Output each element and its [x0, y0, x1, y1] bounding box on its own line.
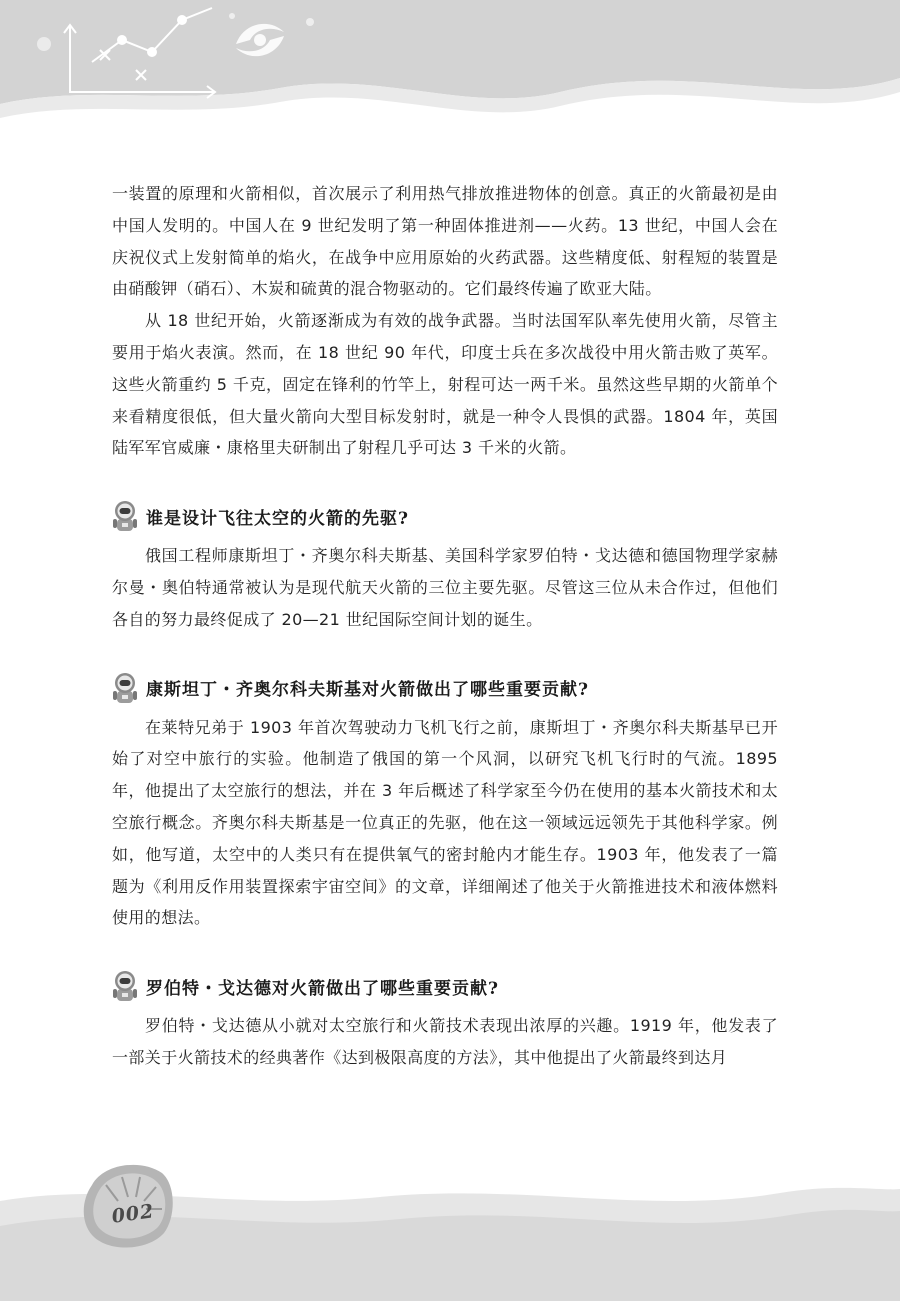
question-title: 康斯坦丁・齐奥尔科夫斯基对火箭做出了哪些重要贡献? [146, 680, 589, 701]
paragraph: 从 18 世纪开始，火箭逐渐成为有效的战争武器。当时法国军队率先使用火箭，尽管主要用于焰火表演。然而，在 18 世纪 90 年代，印度士兵在多次战役中用火箭击败了英军。这些火箭重约 5 千克，固定在锋利的竹竿上，射程可达一两千米。虽然这些早期的火箭单个来看精度很低，但大量火箭向大型目标发射时，就是一种令人畏惧的武器。1804 年，英国陆军军官威廉・康格里夫研制出了射程几乎可达 3 千米的火箭。 [112, 311, 778, 458]
header-decoration [0, 0, 900, 150]
question-heading [112, 494, 778, 538]
qa-section [112, 666, 778, 935]
question-title: 罗伯特・戈达德对火箭做出了哪些重要贡献? [146, 978, 499, 999]
question-heading [112, 666, 778, 710]
qa-section [112, 964, 778, 1074]
question-title: 谁是设计飞往太空的火箭的先驱? [146, 508, 409, 529]
article-body [112, 178, 778, 1074]
question-heading [112, 964, 778, 1008]
qa-section [112, 494, 778, 635]
paragraph: 俄国工程师康斯坦丁・齐奥尔科夫斯基、美国科学家罗伯特・戈达德和德国物理学家赫尔曼・奥伯特通常被认为是现代航天火箭的三位主要先驱。尽管这三位从未合作过，但他们各自的努力最终促成了 20—21 世纪国际空间计划的诞生。 [112, 546, 778, 629]
paragraph: 在莱特兄弟于 1903 年首次驾驶动力飞机飞行之前，康斯坦丁・齐奥尔科夫斯基早已开始了对空中旅行的实验。他制造了俄国的第一个风洞，以研究飞机飞行时的气流。1895 年，他提出了太空旅行的想法，并在 3 年后概述了科学家至今仍在使用的基本火箭技术和太空旅行概念。齐奥尔科夫斯基是一位真正的先驱，他在这一领域远远领先于其他科学家。例如，他写道，太空中的人类只有在提供氧气的密封舱内才能生存。1903 年，他发表了一篇题为《利用反作用装置探索宇宙空间》的文章，详细阐述了他关于火箭推进技术和液体燃料使用的想法。 [112, 717, 778, 928]
paragraph: 罗伯特・戈达德从小就对太空旅行和火箭技术表现出浓厚的兴趣。1919 年，他发表了一部关于火箭技术的经典著作《达到极限高度的方法》，其中他提出了火箭最终到达月 [112, 1016, 778, 1067]
astronaut-icon [112, 671, 138, 705]
page-number: 002 [110, 1200, 156, 1228]
paragraph: 一装置的原理和火箭相似，首次展示了利用热气排放推进物体的创意。真正的火箭最初是由中国人发明的。中国人在 9 世纪发明了第一种固体推进剂——火药。13 世纪，中国人会在庆祝仪式上发射简单的焰火，在战争中应用原始的火药武器。这些精度低、射程短的装置是由硝酸钾（硝石）、木炭和硫黄的混合物驱动的。它们最终传遍了欧亚大陆。 [112, 184, 778, 299]
astronaut-icon [112, 969, 138, 1003]
astronaut-icon [112, 499, 138, 533]
